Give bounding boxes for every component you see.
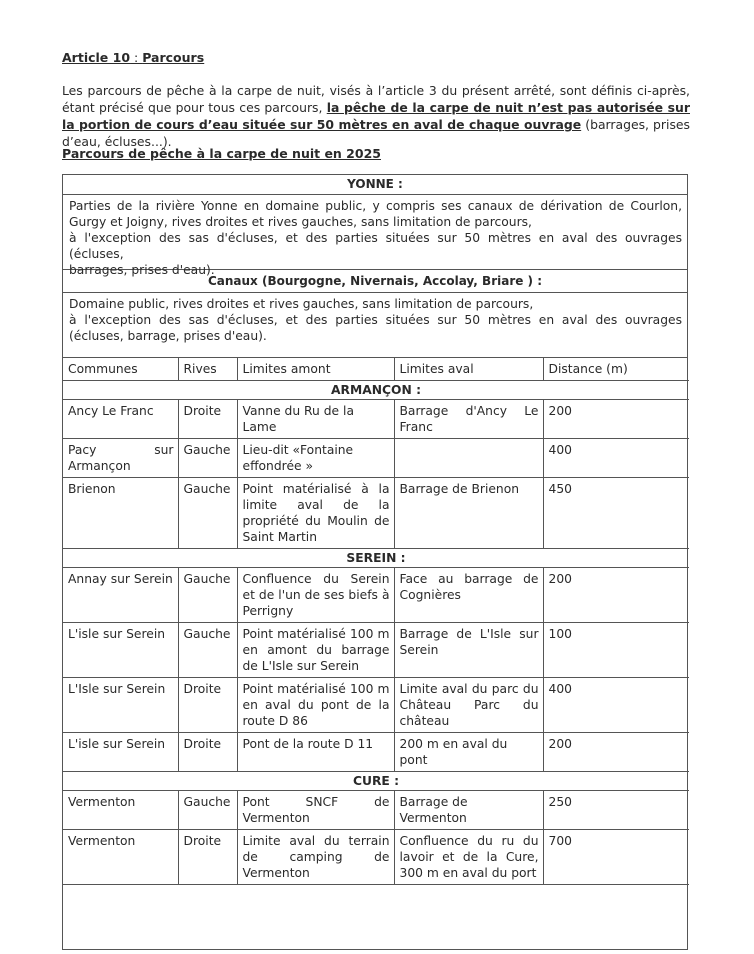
section-title-armancon: ARMANÇON : xyxy=(63,381,689,400)
canaux-description: Domaine public, rives droites et rives gauches, sans limitation de parcours, à l'exception des sas d'écluses, et des parties situées sur 50 mètres en aval des ouvrages (écluses, barrage, prises d'eau). xyxy=(63,293,687,358)
col-header-distance: Distance (m) xyxy=(543,358,689,381)
col-header-limites-aval: Limites aval xyxy=(394,358,543,381)
article-heading: Article 10 : Parcours xyxy=(62,50,205,65)
table-row: Annay sur Serein Gauche Confluence du Serein et de l'un de ses biefs à Perrigny Face au barrage de Cognières 200 xyxy=(63,568,689,623)
parcours-table xyxy=(62,174,688,950)
col-header-communes: Communes xyxy=(63,358,178,381)
table-row: L'isle sur Serein Gauche Point matérialisé 100 m en amont du barrage de L'Isle sur Serein Barrage de L'Isle sur Serein 100 xyxy=(63,623,689,678)
yonne-header-band xyxy=(63,175,687,195)
column-header-row xyxy=(63,358,689,381)
yonne-title: YONNE : xyxy=(347,177,403,191)
col-header-limites-amont: Limites amont xyxy=(237,358,394,381)
table-row: Vermenton Gauche Pont SNCF de Vermenton Barrage de Vermenton 250 xyxy=(63,791,689,830)
section-band-armancon xyxy=(63,381,689,400)
table-row: L'Isle sur Serein Droite Point matérialisé 100 m en aval du pont de la route D 86 Limite aval du parc du Château Parc du château 400 xyxy=(63,678,689,733)
col-header-rives: Rives xyxy=(178,358,237,381)
table-row: L'isle sur Serein Droite Pont de la route D 11 200 m en aval du pont 200 xyxy=(63,733,689,772)
table-row: Vermenton Droite Limite aval du terrain de camping de Vermenton Confluence du ru du lavoir et de la Cure, 300 m en aval du port 700 xyxy=(63,830,689,885)
table-row: Ancy Le Franc Droite Vanne du Ru de la Lame Barrage d'Ancy Le Franc 200 xyxy=(63,400,689,439)
yonne-description: Parties de la rivière Yonne en domaine public, y compris ses canaux de dérivation de Courlon, Gurgy et Joigny, rives droites et rives gauches, sans limitation de parcours, à l'exception des sas d'écluses, et des parties situées sur 50 mètres en aval des ouvrages (écluses, barrages, prises d'eau). xyxy=(63,195,687,270)
canaux-title: Canaux (Bourgogne, Nivernais, Accolay, Briare ) : xyxy=(207,274,543,288)
intro-paragraph: Les parcours de pêche à la carpe de nuit, visés à l’article 3 du présent arrêté, sont définis ci-après, étant précisé que pour tous ces parcours, la pêche de la carpe de nuit n’est pas autorisée sur la portion de cours d’eau située sur 50 mètres en aval de chaque ouvrage (barrages, prises d’eau, écluses...). xyxy=(62,83,690,149)
communes-grid xyxy=(63,358,689,949)
section-title-serein: SEREIN : xyxy=(63,549,689,568)
table-row: Brienon Gauche Point matérialisé à la limite aval de la propriété du Moulin de Saint Martin Barrage de Brienon 450 xyxy=(63,478,689,549)
section-title-cure: CURE : xyxy=(63,772,689,791)
empty-row xyxy=(63,885,689,950)
section-subheading: Parcours de pêche à la carpe de nuit en 2025 xyxy=(62,146,381,161)
table-row: Pacy sur Armançon Gauche Lieu-dit «Fontaine effondrée » 400 xyxy=(63,439,689,478)
section-band-serein xyxy=(63,549,689,568)
section-band-cure xyxy=(63,772,689,791)
